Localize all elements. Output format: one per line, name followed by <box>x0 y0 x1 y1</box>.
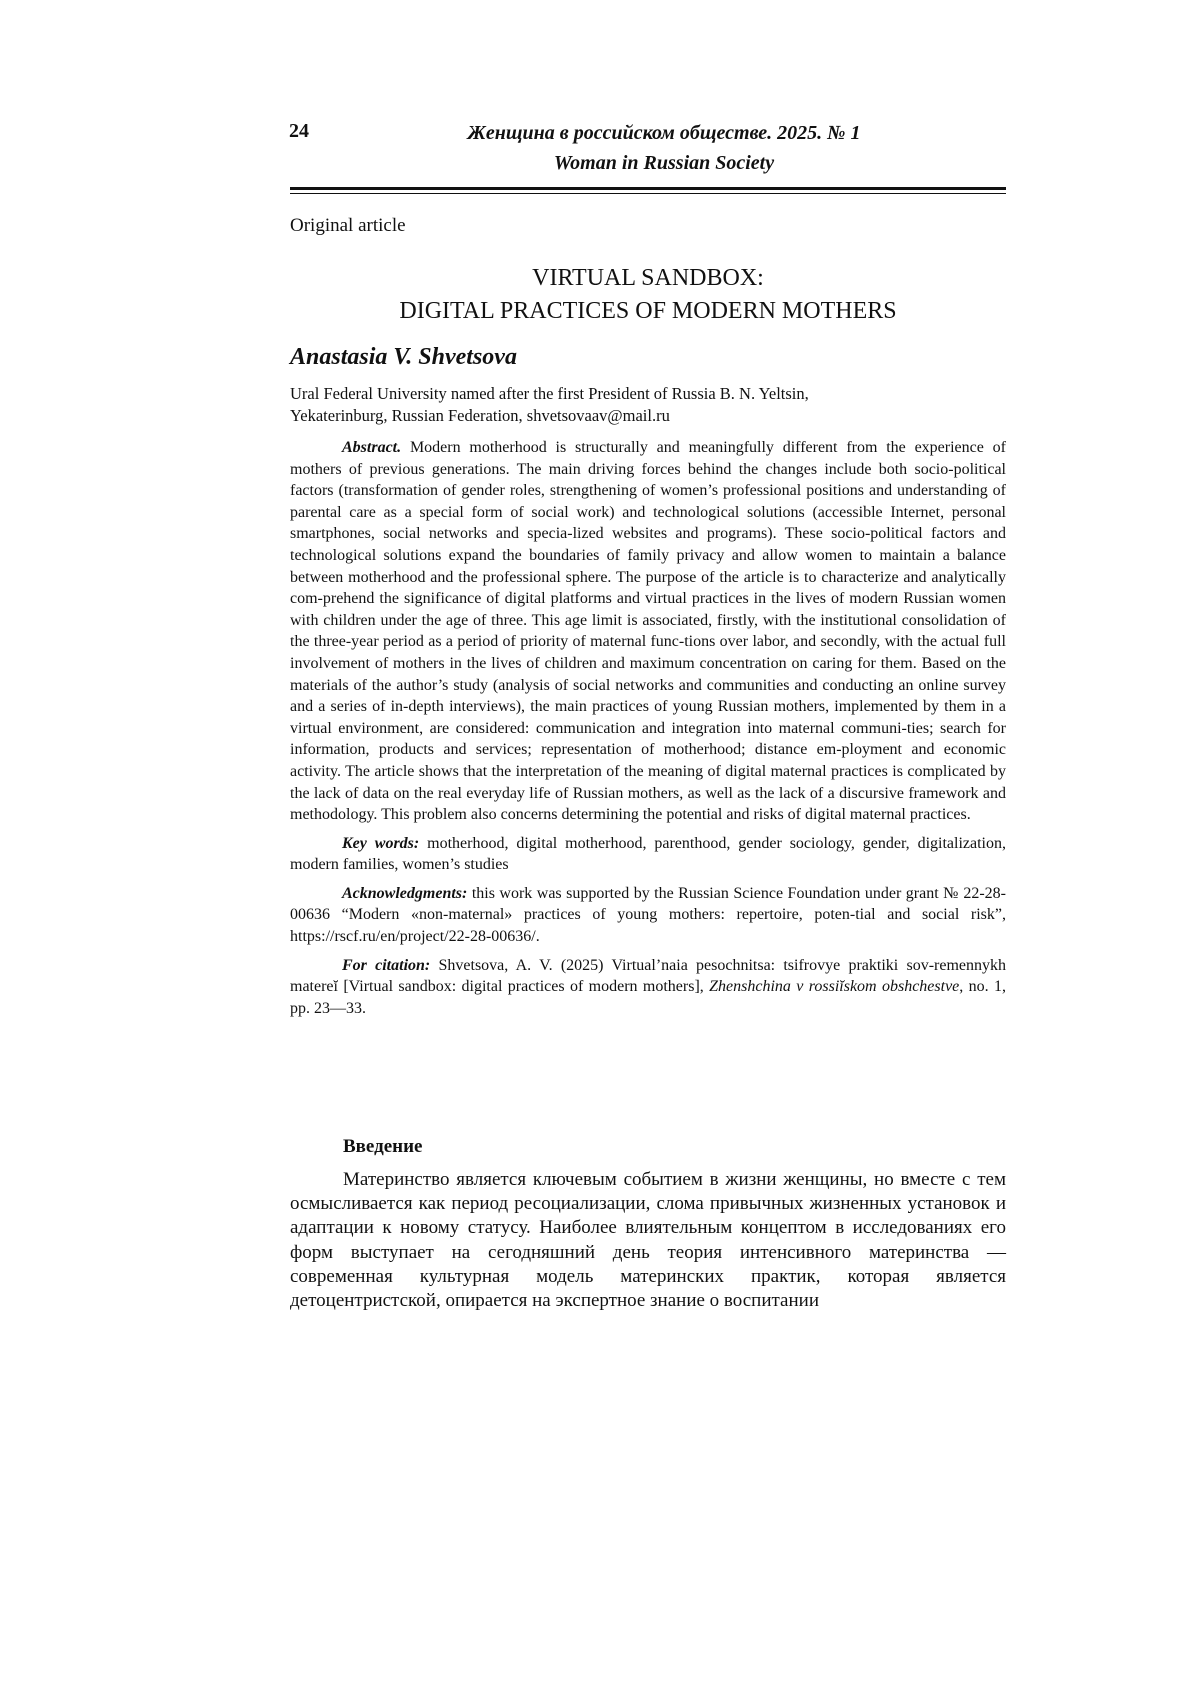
article-front-matter <box>290 437 1006 1019</box>
citation-pages: , no. 1, pp. 23—33. <box>290 978 1006 1017</box>
affiliation-line-1: Ural Federal University named after the first President of Russia B. N. Yeltsin, <box>290 383 1006 405</box>
introduction-section <box>290 1136 1006 1313</box>
article-type: Original article <box>290 215 406 237</box>
abstract-paragraph <box>290 437 1006 826</box>
author-name: Anastasia V. Shvetsova <box>290 344 517 371</box>
author-affiliation <box>290 383 1006 427</box>
article-page <box>0 0 1200 1697</box>
journal-title-en: Woman in Russian Society <box>290 148 1006 178</box>
acknowledgments-label: Acknowledgments: <box>342 885 467 902</box>
citation-label: For citation: <box>342 957 430 974</box>
title-line-1: VIRTUAL SANDBOX: <box>290 262 1006 295</box>
keywords-text: motherhood, digital motherhood, parenthood, gender sociology, gender, digitalization, modern families, women’s studies <box>290 835 1006 874</box>
keywords-label: Key words: <box>342 835 419 852</box>
acknowledgments-paragraph <box>290 883 1006 948</box>
abstract-text: Modern motherhood is structurally and meaningfully different from the experience of mothers of previous generations. The main driving forces behind the changes include both socio-political factors (transformation of gender roles, strengthening of women’s professional positions and understanding of parental care as a special form of social work) and technological solutions (accessible Internet, personal smartphones, social networks and specia-lized websites and programs). These socio-political factors and technological solutions expand the boundaries of family privacy and allow women to maintain a balance between motherhood and the professional sphere. The purpose of the article is to characterize and analytically com-prehend the significance of digital platforms and virtual practices in the lives of modern Russian women with children under the age of three. This age limit is associated, firstly, with the institutional consolidation of the three-year period as a period of priority of maternal func-tions over labor, and secondly, with the actual full involvement of mothers in the lives of children and maximum concentration on caring for them. Based on the materials of the author’s study (analysis of social networks and communities and conducting an online survey and a series of in-depth interviews), the main practices of young Russian mothers, implemented by them in a virtual environment, are considered: communication and integration into maternal communi-ties; search for information, products and services; representation of motherhood; distance em-ployment and economic activity. The article shows that the interpretation of the meaning of digital maternal practices is complicated by the lack of data on the real everyday life of Russian mothers, as well as the lack of a discursive framework and methodology. This problem also concerns determining the potential and risks of digital maternal practices. <box>290 439 1006 823</box>
page-number: 24 <box>289 120 309 143</box>
title-line-2: DIGITAL PRACTICES OF MODERN MOTHERS <box>290 295 1006 328</box>
header-rule-thick <box>290 187 1006 190</box>
citation-journal: Zhenshchina v rossiĭskom obshchestve <box>709 978 959 995</box>
citation-paragraph <box>290 955 1006 1020</box>
header-rule-thin <box>290 193 1006 194</box>
abstract-label: Abstract. <box>342 439 401 456</box>
journal-header <box>290 118 1006 178</box>
introduction-heading: Введение <box>343 1136 1006 1158</box>
acknowledgments-text: this work was supported by the Russian Science Foundation under grant № 22-28-00636 “Modern «non-maternal» practices of young mothers: repertoire, poten-tial and social risk”, https://rscf.ru/en/project/22-28-00636/. <box>290 885 1006 945</box>
affiliation-line-2: Yekaterinburg, Russian Federation, shvetsovaav@mail.ru <box>290 405 1006 427</box>
article-title <box>290 262 1006 328</box>
keywords-paragraph <box>290 833 1006 876</box>
introduction-paragraph: Материнство является ключевым событием в жизни женщины, но вместе с тем осмысливается как период ресоциализации, слома привычных жизненных установок и адаптации к новому статусу. Наиболее влиятельным концептом в исследованиях его форм выступает на сегодняшний день теория интенсивного материнства — современная культурная модель материнских практик, которая является детоцентристской, опирается на экспертное знание о воспитании <box>290 1168 1006 1313</box>
citation-text: Shvetsova, A. V. (2025) Virtual’naia pesochnitsa: tsifrovye praktiki sov-remennykh matereĭ [Virtual sandbox: digital practices of modern mothers], <box>290 957 1006 996</box>
journal-title-ru: Женщина в российском обществе. 2025. № 1 <box>290 118 1006 148</box>
